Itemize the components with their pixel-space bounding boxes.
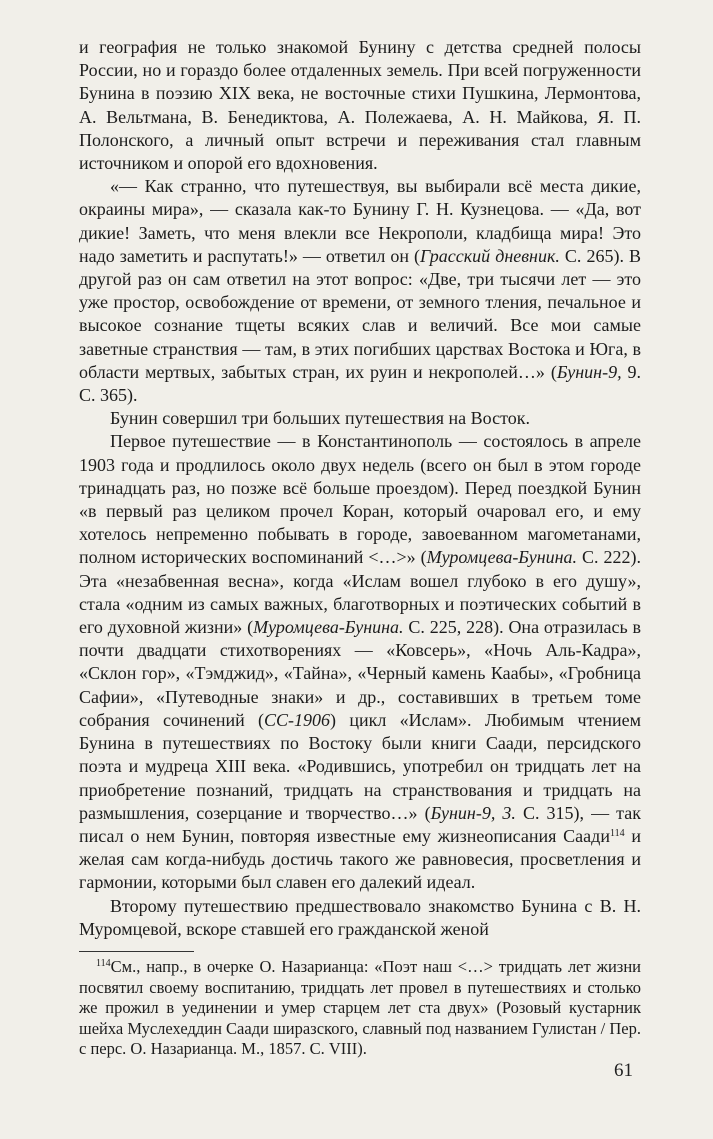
p4-text-6: и желая сам когда-нибудь достичь такого же равновесия, просветления и гармонии, которыми был славен его далекий идеал. — [79, 825, 642, 893]
footnote-divider — [79, 951, 194, 952]
footnote-number: 114 — [96, 957, 111, 969]
p4-text-4: ) цикл «Ислам». Любимым чтением Бунина в путешествиях по Востоку были книги Саади, персидского поэта и мудреца XIII века. «Родившись, употребил он тридцать лет на приобретение познаний, тридцать на странствования и тридцать на размышления, созерцание и творчество…» ( — [79, 709, 641, 823]
paragraph-4 — [79, 430, 641, 894]
p4-citation-3: СС-1906 — [264, 709, 331, 730]
p4-text-3: С. 225, 228). Она отразилась в почти двадцати стихотворениях — «Ковсерь», «Ночь Аль-Кадра», «Склон гор», «Тэмджид», «Тайна», «Черный камень Каабы», «Гробница Сафии», «Путеводные знаки» и др., составивших в третьем томе собрания сочинений ( — [79, 617, 641, 730]
p2-text-2: С. 265). В другой раз он сам ответил на этот вопрос: «Две, три тысячи лет — это уже простор, освобождение от времени, от земного тления, печальное и высокое сознание тщеты всяких слав и величий. Все мои самые заветные странствия — там, в этих погибших царствах Востока и Юга, в области мертвых, забытых стран, их руин и некрополей…» ( — [79, 245, 641, 382]
footnote-text: См., напр., в очерке О. Назарианца: «Поэт наш <…> тридцать лет жизни посвятил своему воспитанию, тридцать лет провел в путешествиях и столько же прожил в уединении и умер старцем лет ста двух» (Розовый кустарник шейха Муслехеддин Саади ширазского, славный под названием Гулистан / Пер. с перс. О. Назарианца. М., 1857. С. VIII). — [79, 956, 641, 1059]
p4-citation-4: Бунин-9, 3. — [430, 802, 516, 823]
p2-citation-2: Бунин-9, — [556, 361, 622, 382]
paragraph-1: и география не только знакомой Бунину с детства средней полосы России, но и гораздо более отдаленных земель. При всей погруженности Бунина в поэзию XIX века, не восточные стихи Пушкина, Лермонтова, А. Вельтмана, В. Бенедиктова, А. Полежаева, А. Н. Майкова, Я. П. Полонского, а личный опыт встречи и переживания стал главным источником и опорой его вдохновения. — [79, 37, 641, 174]
paragraph-2 — [79, 175, 641, 407]
footnote — [79, 957, 641, 1060]
p2-citation-1: Грасский дневник. — [420, 245, 560, 266]
p4-text-5: С. 315), — так писал о нем Бунин, повторяя известные ему жизнеописания Саади — [79, 802, 641, 846]
paragraph-3: Бунин совершил три больших путешествия на Восток. — [110, 408, 530, 429]
p4-text-1: Первое путешествие — в Константинополь — состоялось в апреле 1903 года и продлилось около двух недель (всего он был в этом городе тринадцать раз, но позже всё больше проездом). Перед поездкой Бунин «в первый раз целиком прочел Коран, который очаровал его, и ему хотелось непременно побывать в городе, завоеванном магометанами, полном исторических воспоминаний <…>» ( — [79, 431, 641, 568]
p4-citation-1: Муромцева-Бунина. — [426, 547, 578, 568]
paragraph-5: Второму путешествию предшествовало знакомство Бунина с В. Н. Муромцевой, вскоре ставшей его гражданской женой — [79, 895, 641, 939]
page-number: 61 — [614, 1060, 633, 1081]
p2-text-3: 9. С. 365). — [79, 361, 642, 406]
p2-text-1: «— Как странно, что путешествуя, вы выбирали всё места дикие, окраины мира», — сказала как-то Бунину Г. Н. Кузнецова. — «Да, вот дикие! Заметь, что меня влекли все Некрополи, кладбища мира! Это надо заметить и распутать!» — ответил он ( — [79, 176, 641, 266]
p4-citation-2: Муромцева-Бунина. — [253, 617, 404, 638]
p4-text-2: С. 222). Эта «незабвенная весна», когда «Ислам вошел глубоко в его душу», стала «одним из самых важных, благотворных и поэтических событий в его духовной жизни» ( — [79, 547, 642, 638]
footnote-marker: 114 — [609, 827, 625, 839]
